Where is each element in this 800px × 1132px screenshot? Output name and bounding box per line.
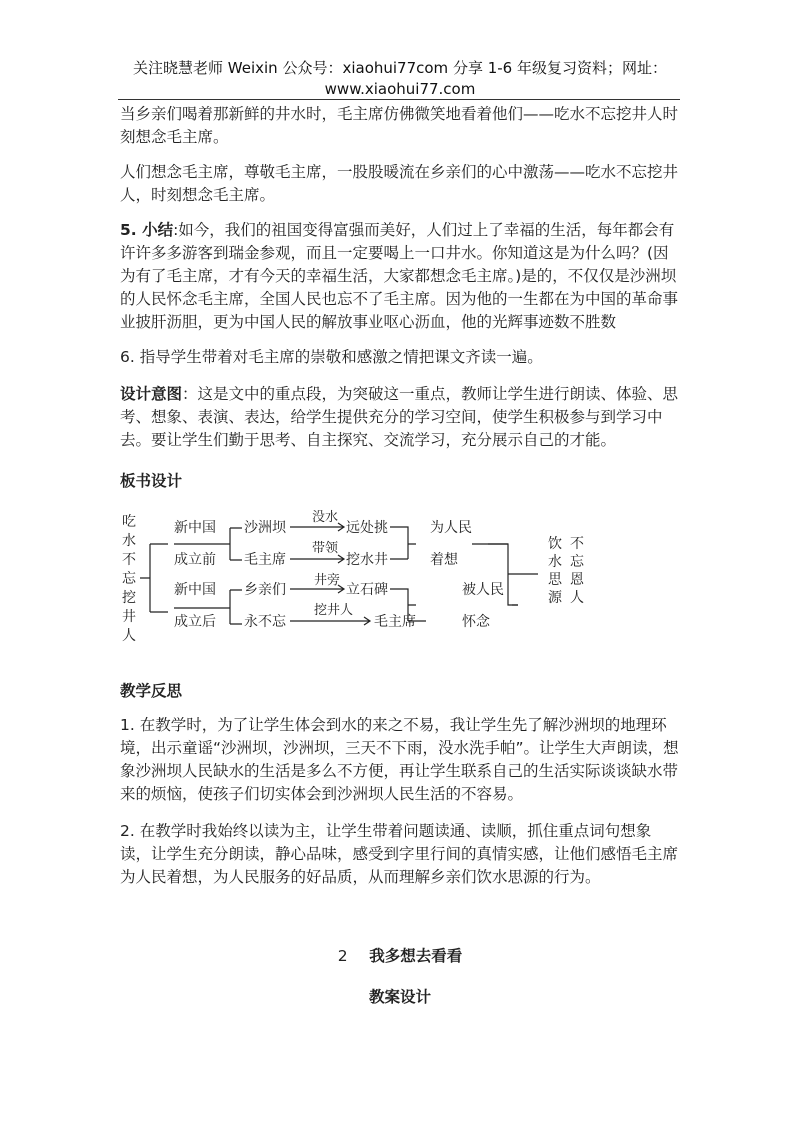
header-divider: [118, 99, 680, 100]
far-right-char: 源: [548, 590, 562, 606]
row2-subject: 毛主席: [244, 552, 286, 568]
row1-result: 远处挑: [346, 520, 388, 536]
paragraph-2: 人们想念毛主席，尊敬毛主席，一股股暖流在乡亲们的心中激荡——吃水不忘挖井人，时刻想念毛主席。: [120, 163, 679, 204]
design-intent-label: 设计意图: [120, 384, 183, 403]
upper-right-bracket: [390, 527, 416, 559]
header-line-2: www.xiaohui77.com: [324, 80, 476, 98]
right-lower-1: 被人民: [462, 582, 504, 598]
row4-subject: 永不忘: [244, 614, 286, 630]
reflection-heading: 教学反思: [120, 682, 183, 700]
row3-arrow-label: 井旁: [314, 573, 341, 588]
mid-label: 新中国: [174, 520, 216, 536]
row1-arrow-label: 没水: [312, 510, 339, 525]
far-right-char: 水: [548, 554, 562, 570]
summary-text: :如今，我们的祖国变得富强而美好，人们过上了幸福的生活，每年都会有许许多多游客到瑞金参观，而且一定要喝上一口井水。你知道这是为什么吗？(因为有了毛主席，才有今天的幸福生活，大家都想念毛主席。)是的，不仅仅是沙洲坝的人民怀念毛主席，全国人民也忘不了毛主席。因为他的一生都在为中国的革命事业披肝沥胆，更为中国人民的解放事业呕心沥血，他的光辉事迹数不胜数: [120, 221, 679, 331]
design-intent-text: ：这是文中的重点段，为突破这一重点，教师让学生进行朗读、体验、思考、想象、表演、表达，给学生提供充分的学习空间，使学生积极参与到学习中去。要让学生们勤于思考、自主探究、交流学习，充分展示自己的才能。: [120, 385, 679, 449]
board-design-diagram: [118, 508, 598, 648]
row3-result: 立石碑: [346, 582, 388, 598]
left-title-char: 人: [122, 628, 136, 644]
right-upper-2: 着想: [430, 552, 458, 568]
left-title-char: 水: [122, 533, 136, 549]
row4-result: 毛主席: [374, 614, 416, 630]
left-title-char: 井: [122, 609, 136, 625]
far-right-char: 思: [548, 572, 562, 588]
mid-label: 成立前: [174, 552, 216, 568]
row3-subject: 乡亲们: [244, 582, 286, 598]
paragraph-summary: [120, 219, 682, 334]
left-title-char: 不: [122, 552, 136, 568]
next-lesson-title: [0, 944, 800, 966]
reflection-2: 2. 在教学时我始终以读为主，让学生带着问题读通、读顺，抓住重点词句想象读，让学生充分朗读，静心品味，感受到字里行间的真情实感，让他们感悟毛主席为人民着想，为人民服务的好品质，从而理解乡亲们饮水思源的行为。: [120, 822, 679, 886]
row1-subject: 沙洲坝: [244, 520, 286, 536]
paragraph-1: 当乡亲们喝着那新鲜的井水时，毛主席仿佛微笑地看着他们——吃水不忘挖井人时刻想念毛主席。: [120, 105, 679, 146]
row2-arrow-label: 带领: [312, 541, 339, 556]
paragraph-6: 6. 指导学生带着对毛主席的崇敬和感激之情把课文齐读一遍。: [120, 348, 543, 366]
far-right-char: 忘: [570, 554, 584, 570]
lesson-number: 2: [337, 947, 348, 965]
reflection-1: 1. 在教学时，为了让学生体会到水的来之不易，我让学生先了解沙洲坝的地理环境，出示童谣“沙洲坝，沙洲坝，三天不下雨，没水洗手帕”。让学生大声朗读，想象沙洲坝人民缺水的生活是多么不方便，再让学生联系自己的生活实际谈谈缺水带来的烦恼，使孩子们切实体会到沙洲坝人民生活的不容易。: [120, 716, 679, 803]
left-title-char: 吃: [122, 514, 136, 530]
far-right-char: 人: [570, 590, 584, 606]
left-title-char: 挖: [122, 590, 136, 606]
lesson-title: 我多想去看看: [369, 947, 463, 965]
row2-result: 挖水井: [346, 552, 388, 568]
board-design-heading: 板书设计: [120, 472, 183, 490]
mid-label: 新中国: [174, 582, 216, 598]
row4-arrow: [290, 617, 370, 625]
page-header: [0, 58, 800, 100]
mid-label: 成立后: [174, 614, 216, 630]
summary-label: 5. 小结: [120, 221, 174, 239]
lesson-plan-subtitle: 教案设计: [368, 988, 431, 1006]
design-intent: [120, 382, 682, 452]
row4-arrow-label: 挖井人: [314, 603, 354, 618]
far-right-char: 饮: [548, 536, 562, 552]
far-right-char: 不: [570, 536, 584, 552]
right-lower-2: 怀念: [462, 614, 490, 630]
header-line-1: 关注晓慧老师 Weixin 公众号：xiaohui77com 分享 1-6 年级复习资料；网址：: [133, 59, 667, 77]
left-title-char: 忘: [122, 571, 136, 587]
row2-arrow: [290, 555, 344, 563]
right-upper-1: 为人民: [430, 520, 472, 536]
left-bracket: [140, 544, 168, 612]
far-right-char: 恩: [570, 572, 584, 588]
